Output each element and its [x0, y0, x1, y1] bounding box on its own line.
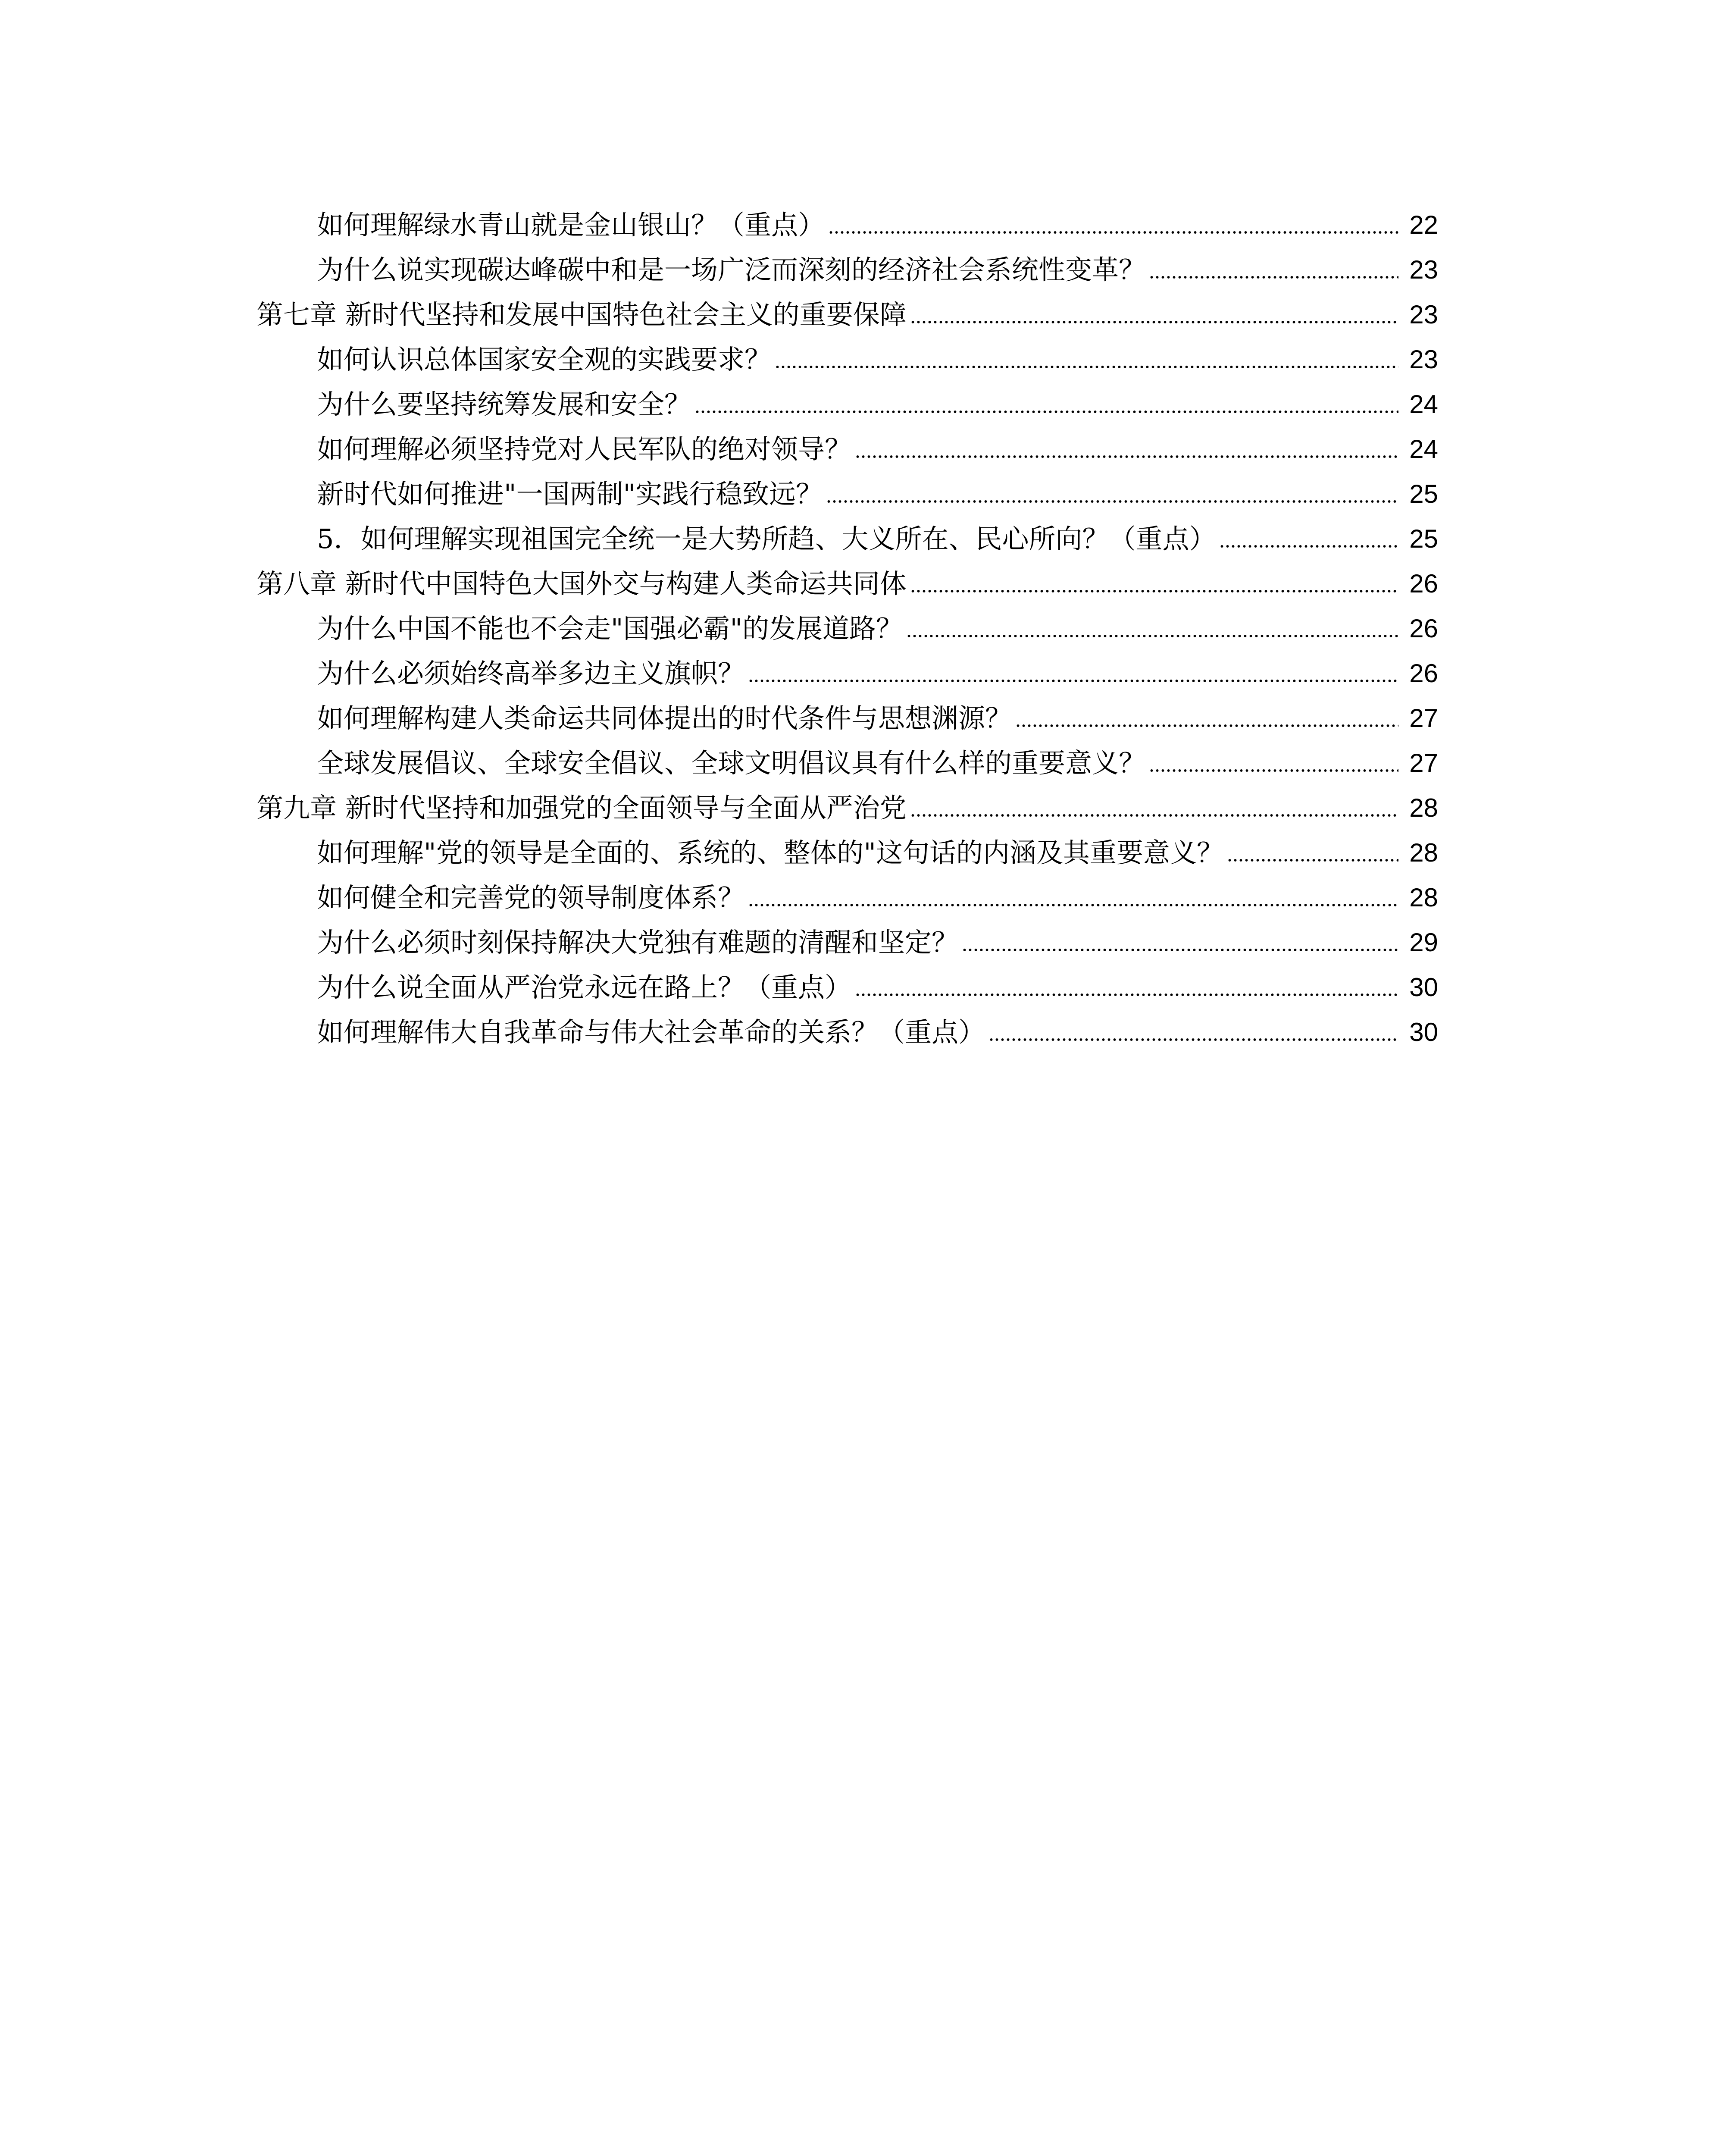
toc-entry[interactable] — [0, 381, 1711, 426]
toc-entry-title: 新时代如何推进"一国两制"实践行稳致远？ — [317, 478, 823, 510]
toc-page-number: 25 — [1409, 479, 1438, 508]
toc-entry-title: 为什么中国不能也不会走"国强必霸"的发展道路？ — [317, 613, 903, 644]
toc-chapter-entry[interactable] — [0, 291, 1711, 336]
toc-chapter-title: 第八章 新时代中国特色大国外交与构建人类命运共同体 — [256, 568, 907, 599]
toc-entry[interactable] — [0, 336, 1711, 381]
toc-entry-title: 全球发展倡议、全球安全倡议、全球文明倡议具有什么样的重要意义？ — [317, 747, 1146, 779]
toc-page-number: 26 — [1409, 569, 1438, 598]
toc-page-number: 28 — [1409, 838, 1438, 867]
toc-page-number: 26 — [1409, 614, 1438, 643]
toc-chapter-entry[interactable] — [0, 561, 1711, 605]
toc-entry[interactable] — [0, 919, 1711, 964]
toc-entry[interactable] — [0, 247, 1711, 291]
toc-entry[interactable] — [0, 830, 1711, 874]
dot-leader — [1219, 543, 1398, 549]
toc-entry-title: 为什么说全面从严治党永远在路上？（重点） — [317, 971, 852, 1003]
toc-page-number: 27 — [1409, 749, 1438, 777]
toc-entry[interactable] — [0, 516, 1711, 561]
dot-leader — [1227, 857, 1398, 863]
toc-page-number: 23 — [1409, 300, 1438, 329]
toc-page-number: 23 — [1409, 345, 1438, 374]
dot-leader — [910, 812, 1398, 818]
table-of-contents — [0, 202, 1711, 1054]
toc-entry-title: 如何健全和完善党的领导制度体系？ — [317, 882, 745, 913]
toc-chapter-entry[interactable] — [0, 785, 1711, 830]
dot-leader — [855, 454, 1398, 460]
toc-entry-title: 5．如何理解实现祖国完全统一是大势所趋、大义所在、民心所向？（重点） — [317, 523, 1216, 555]
toc-page-number: 24 — [1409, 390, 1438, 419]
toc-entry-title: 如何认识总体国家安全观的实践要求？ — [317, 344, 772, 375]
toc-page-number: 27 — [1409, 704, 1438, 733]
toc-page-number: 24 — [1409, 435, 1438, 464]
toc-chapter-title: 第九章 新时代坚持和加强党的全面领导与全面从严治党 — [256, 792, 907, 824]
toc-entry-title: 如何理解伟大自我革命与伟大社会革命的关系？（重点） — [317, 1016, 985, 1048]
toc-page-number: 25 — [1409, 524, 1438, 553]
toc-entry-title: 如何理解"党的领导是全面的、系统的、整体的"这句话的内涵及其重要意义？ — [317, 837, 1224, 868]
dot-leader — [828, 229, 1398, 235]
dot-leader — [748, 678, 1398, 684]
dot-leader — [855, 992, 1398, 998]
toc-page-number: 29 — [1409, 928, 1438, 957]
dot-leader — [1149, 274, 1398, 280]
toc-entry-title: 为什么说实现碳达峰碳中和是一场广泛而深刻的经济社会系统性变革？ — [317, 254, 1146, 285]
dot-leader — [988, 1037, 1398, 1043]
toc-entry[interactable] — [0, 740, 1711, 785]
dot-leader — [1015, 723, 1398, 729]
toc-page-number: 23 — [1409, 255, 1438, 284]
toc-page-number: 22 — [1409, 210, 1438, 239]
dot-leader — [1149, 768, 1398, 774]
toc-entry[interactable] — [0, 1009, 1711, 1054]
dot-leader — [694, 409, 1398, 415]
dot-leader — [910, 319, 1398, 325]
toc-page-number: 30 — [1409, 1018, 1438, 1047]
toc-entry-title: 如何理解构建人类命运共同体提出的时代条件与思想渊源？ — [317, 702, 1012, 734]
dot-leader — [962, 947, 1398, 953]
toc-entry-title: 如何理解必须坚持党对人民军队的绝对领导？ — [317, 433, 852, 465]
dot-leader — [775, 364, 1398, 370]
toc-entry[interactable] — [0, 874, 1711, 919]
toc-page-number: 28 — [1409, 793, 1438, 822]
toc-page-number: 28 — [1409, 883, 1438, 912]
toc-entry[interactable] — [0, 471, 1711, 516]
toc-page-number: 26 — [1409, 659, 1438, 688]
dot-leader — [910, 588, 1398, 594]
toc-entry-title: 为什么必须时刻保持解决大党独有难题的清醒和坚定？ — [317, 927, 959, 958]
toc-entry[interactable] — [0, 695, 1711, 740]
toc-entry[interactable] — [0, 964, 1711, 1009]
dot-leader — [748, 902, 1398, 908]
toc-entry-title: 如何理解绿水青山就是金山银山？（重点） — [317, 209, 825, 241]
toc-entry-title: 为什么必须始终高举多边主义旗帜？ — [317, 658, 745, 689]
toc-entry[interactable] — [0, 426, 1711, 471]
dot-leader — [906, 633, 1398, 639]
toc-entry[interactable] — [0, 605, 1711, 650]
dot-leader — [826, 498, 1398, 505]
toc-page-number: 30 — [1409, 973, 1438, 1002]
toc-entry-title: 为什么要坚持统筹发展和安全？ — [317, 389, 691, 420]
toc-entry[interactable] — [0, 202, 1711, 247]
toc-entry[interactable] — [0, 650, 1711, 695]
toc-chapter-title: 第七章 新时代坚持和发展中国特色社会主义的重要保障 — [256, 299, 907, 330]
